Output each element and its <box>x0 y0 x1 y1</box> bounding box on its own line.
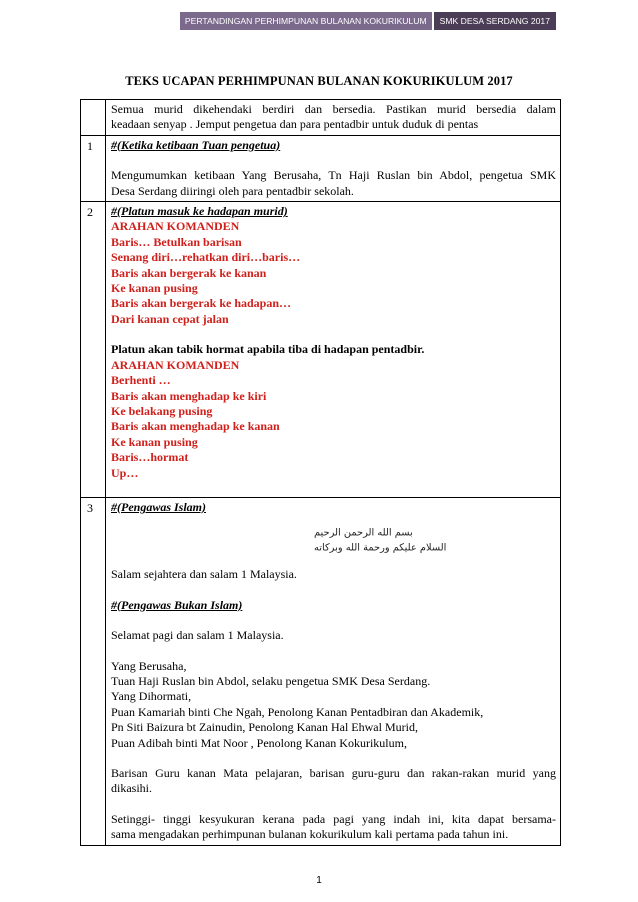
dignitary-line: Yang Dihormati, <box>111 689 192 704</box>
dignitary-line: Puan Kamariah binti Che Ngah, Penolong Kanan Pentadbiran dan Akademik, <box>111 704 484 719</box>
table-row-2 <box>81 202 561 498</box>
page-number: 1 <box>316 875 322 886</box>
document-title: TEKS UCAPAN PERHIMPUNAN BULANAN KOKURIKULUM 2017 <box>125 74 513 88</box>
command-line: ARAHAN KOMANDEN <box>111 219 240 234</box>
row-content-cell <box>106 100 561 136</box>
row-content-cell <box>106 202 561 498</box>
row1-line-2: Desa Serdang diiringi oleh para pentadbir sekolah. <box>111 183 354 198</box>
page-header-banner <box>180 12 556 30</box>
selamat-pagi: Selamat pagi dan salam 1 Malaysia. <box>111 628 284 643</box>
command-line: ARAHAN KOMANDEN <box>111 357 240 372</box>
command-line: Up… <box>111 465 139 480</box>
row-number-cell <box>81 100 106 136</box>
setinggi-line-2: sama mengadakan perhimpunan bulanan kokurikulum kali pertama pada tahun ini. <box>111 827 509 842</box>
command-line: Ke kanan pusing <box>111 281 198 296</box>
row2-heading: #(Platun masuk ke hadapan murid) <box>111 204 288 219</box>
command-line: Baris akan menghadap ke kiri <box>111 388 267 403</box>
command-line: Baris… Betulkan barisan <box>111 234 242 249</box>
row1-heading: #(Ketika ketibaan Tuan pengetua) <box>111 137 281 152</box>
command-line: Baris akan bergerak ke hadapan… <box>111 296 292 311</box>
intro-line-2: keadaan senyap . Jemput pengetua dan para pentadbir untuk duduk di pentas <box>111 117 479 132</box>
barisan-line-1: Barisan Guru kanan Mata pelajaran, barisan guru-guru dan rakan-rakan murid yang <box>111 766 556 780</box>
row-number: 3 <box>81 497 106 845</box>
row-number: 2 <box>81 202 106 498</box>
platoon-instruction: Platun akan tabik hormat apabila tiba di hadapan pentadbir. <box>111 342 425 357</box>
table-row-1 <box>81 135 561 201</box>
command-line: Baris akan bergerak ke kanan <box>111 265 267 280</box>
row-content-cell <box>106 135 561 201</box>
barisan-line-2: dikasihi. <box>111 781 152 796</box>
command-line: Senang diri…rehatkan diri…baris… <box>111 250 301 265</box>
row3-heading-non-islam: #(Pengawas Bukan Islam) <box>111 597 243 612</box>
command-line: Ke belakang pusing <box>111 403 213 418</box>
setinggi-line-1: Setinggi- tinggi kesyukuran kerana pada pagi yang indah ini, kita dapat bersama- <box>111 811 556 826</box>
row1-line-1: Mengumumkan ketibaan Yang Berusaha, Tn Haji Ruslan bin Abdol, pengetua SMK <box>111 168 556 183</box>
command-line: Berhenti … <box>111 373 171 388</box>
spacer <box>111 797 556 812</box>
dignitary-line: Yang Berusaha, <box>111 658 187 673</box>
dignitary-line: Tuan Haji Ruslan bin Abdol, selaku pengetua SMK Desa Serdang. <box>111 673 431 688</box>
command-line: Dari kanan cepat jalan <box>111 311 229 326</box>
header-school-name: SMK DESA SERDANG 2017 <box>434 12 556 30</box>
row-content-cell <box>106 497 561 845</box>
spacer <box>111 153 556 168</box>
table-row-intro <box>81 100 561 136</box>
spacer <box>111 751 556 766</box>
arabic-salam: السلام عليكم ورحمة الله وبركاته <box>314 543 447 555</box>
command-line: Baris akan menghadap ke kanan <box>111 419 280 434</box>
table-row-3 <box>81 497 561 845</box>
spacer <box>111 481 556 495</box>
row3-heading-islam: #(Pengawas Islam) <box>111 499 207 514</box>
row-number: 1 <box>81 135 106 201</box>
intro-line-1: Semua murid dikehendaki berdiri dan bersedia. Pastikan murid bersedia dalam <box>111 102 556 116</box>
dignitary-line: Puan Adibah binti Mat Noor , Penolong Kanan Kokurikulum, <box>111 735 407 750</box>
spacer <box>111 583 556 598</box>
spacer <box>111 327 556 342</box>
dignitary-line: Pn Siti Baizura bt Zainudin, Penolong Kanan Hal Ehwal Murid, <box>111 720 418 735</box>
header-competition-title: PERTANDINGAN PERHIMPUNAN BULANAN KOKURIKULUM <box>180 12 432 30</box>
spacer <box>111 613 556 628</box>
salam-sejahtera: Salam sejahtera dan salam 1 Malaysia. <box>111 567 297 582</box>
arabic-basmala: بسم الله الرحمن الرحيم <box>314 527 413 539</box>
arabic-calligraphy-image <box>129 523 447 557</box>
speech-table <box>80 99 561 846</box>
spacer <box>111 644 556 659</box>
command-line: Baris…hormat <box>111 450 189 465</box>
command-line: Ke kanan pusing <box>111 434 198 449</box>
